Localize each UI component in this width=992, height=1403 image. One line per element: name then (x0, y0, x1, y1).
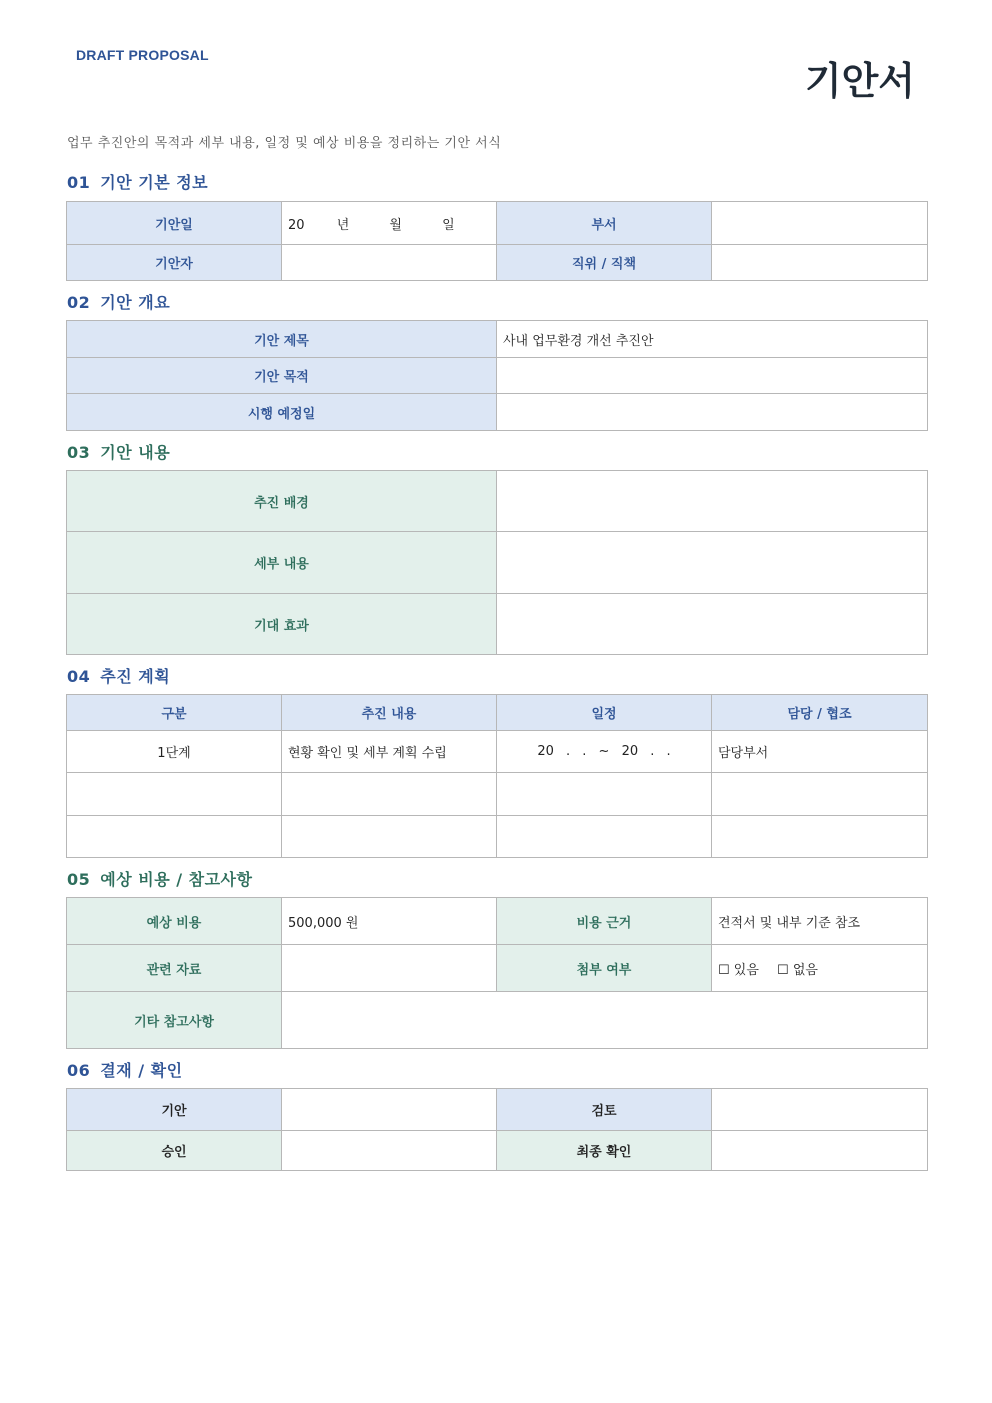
plan-header-phase: 구분 (67, 695, 282, 731)
section-overview-heading (67, 290, 170, 313)
cost-table (66, 897, 928, 1049)
department-field[interactable] (712, 202, 928, 245)
plan-cell-phase[interactable] (67, 773, 282, 816)
section-title: 기안 개요 (100, 293, 171, 312)
section-basic-info-heading (67, 170, 208, 193)
plan-cell-schedule[interactable] (497, 773, 712, 816)
proposal-purpose-label: 기안 목적 (67, 358, 497, 394)
background-label: 추진 배경 (67, 471, 497, 532)
section-title: 예상 비용 / 참고사항 (100, 870, 253, 889)
cost-basis-label: 비용 근거 (497, 898, 712, 945)
table-row (67, 773, 928, 816)
position-label: 직위 / 직책 (497, 245, 712, 281)
date-year-unit: 년 (336, 217, 350, 233)
attachment-label: 첨부 여부 (497, 945, 712, 992)
section-content-heading (67, 440, 170, 463)
plan-cell-phase[interactable] (67, 816, 282, 858)
plan-header-content: 추진 내용 (282, 695, 497, 731)
other-notes-label: 기타 참고사항 (67, 992, 282, 1049)
section-number: 01 (67, 173, 91, 192)
section-number: 02 (67, 293, 91, 312)
section-number: 04 (67, 667, 91, 686)
section-approval-heading (67, 1058, 183, 1081)
final-confirm-field[interactable] (712, 1131, 928, 1171)
table-row (67, 816, 928, 858)
final-confirm-label: 최종 확인 (497, 1131, 712, 1171)
plan-cell-content[interactable] (282, 816, 497, 858)
detail-label: 세부 내용 (67, 532, 497, 594)
review-sign-label: 검토 (497, 1089, 712, 1131)
drafter-field[interactable] (282, 245, 497, 281)
document-description: 업무 추진안의 목적과 세부 내용, 일정 및 예상 비용을 정리하는 기안 서식 (67, 136, 502, 151)
section-title: 추진 계획 (100, 667, 171, 686)
section-cost-heading (67, 867, 252, 890)
approve-sign-field[interactable] (282, 1131, 497, 1171)
draft-sign-label: 기안 (67, 1089, 282, 1131)
section-number: 03 (67, 443, 91, 462)
plan-cell-phase[interactable]: 1단계 (67, 731, 282, 773)
attachment-options (712, 945, 928, 992)
section-title: 결재 / 확인 (100, 1061, 183, 1080)
other-notes-field[interactable] (282, 992, 928, 1049)
drafter-label: 기안자 (67, 245, 282, 281)
attachment-yes-checkbox[interactable]: ☐ 있음 (718, 962, 759, 978)
table-row (67, 731, 928, 773)
section-title: 기안 기본 정보 (100, 173, 209, 192)
cost-label: 예상 비용 (67, 898, 282, 945)
section-title: 기안 내용 (100, 443, 171, 462)
proposal-title-field[interactable]: 사내 업무환경 개선 추진안 (497, 321, 928, 358)
proposal-title-label: 기안 제목 (67, 321, 497, 358)
department-label: 부서 (497, 202, 712, 245)
section-plan-heading (67, 664, 170, 687)
plan-cell-owner[interactable]: 담당부서 (712, 731, 928, 773)
proposal-purpose-field[interactable] (497, 358, 928, 394)
scheduled-date-field[interactable] (497, 394, 928, 431)
cost-field[interactable]: 500,000 원 (282, 898, 497, 945)
plan-header-owner: 담당 / 협조 (712, 695, 928, 731)
detail-field[interactable] (497, 532, 928, 594)
content-table (66, 470, 928, 655)
cost-basis-field[interactable]: 견적서 및 내부 기준 참조 (712, 898, 928, 945)
review-sign-field[interactable] (712, 1089, 928, 1131)
section-number: 05 (67, 870, 91, 889)
plan-cell-owner[interactable] (712, 816, 928, 858)
related-material-field[interactable] (282, 945, 497, 992)
plan-table (66, 694, 928, 858)
document-title: 기안서 (804, 59, 915, 103)
scheduled-date-label: 시행 예정일 (67, 394, 497, 431)
english-title: DRAFT PROPOSAL (76, 47, 209, 63)
plan-header-schedule: 일정 (497, 695, 712, 731)
plan-cell-owner[interactable] (712, 773, 928, 816)
approve-sign-label: 승인 (67, 1131, 282, 1171)
plan-cell-content[interactable] (282, 773, 497, 816)
overview-table (66, 320, 928, 431)
related-material-label: 관련 자료 (67, 945, 282, 992)
expected-effect-field[interactable] (497, 594, 928, 655)
attachment-no-checkbox[interactable]: ☐ 없음 (777, 962, 818, 978)
date-day-unit: 일 (442, 217, 455, 233)
plan-cell-schedule[interactable] (497, 816, 712, 858)
section-number: 06 (67, 1061, 91, 1080)
background-field[interactable] (497, 471, 928, 532)
draft-date-label: 기안일 (67, 202, 282, 245)
expected-effect-label: 기대 효과 (67, 594, 497, 655)
date-month-unit: 월 (389, 217, 402, 233)
plan-cell-schedule[interactable]: 20 . . ~ 20 . . (497, 731, 712, 773)
position-field[interactable] (712, 245, 928, 281)
draft-sign-field[interactable] (282, 1089, 497, 1131)
date-year: 20 (288, 217, 305, 233)
approval-table (66, 1088, 928, 1171)
plan-cell-content[interactable]: 현황 확인 및 세부 계획 수립 (282, 731, 497, 773)
draft-date-field[interactable] (282, 202, 497, 245)
basic-info-table (66, 201, 928, 281)
